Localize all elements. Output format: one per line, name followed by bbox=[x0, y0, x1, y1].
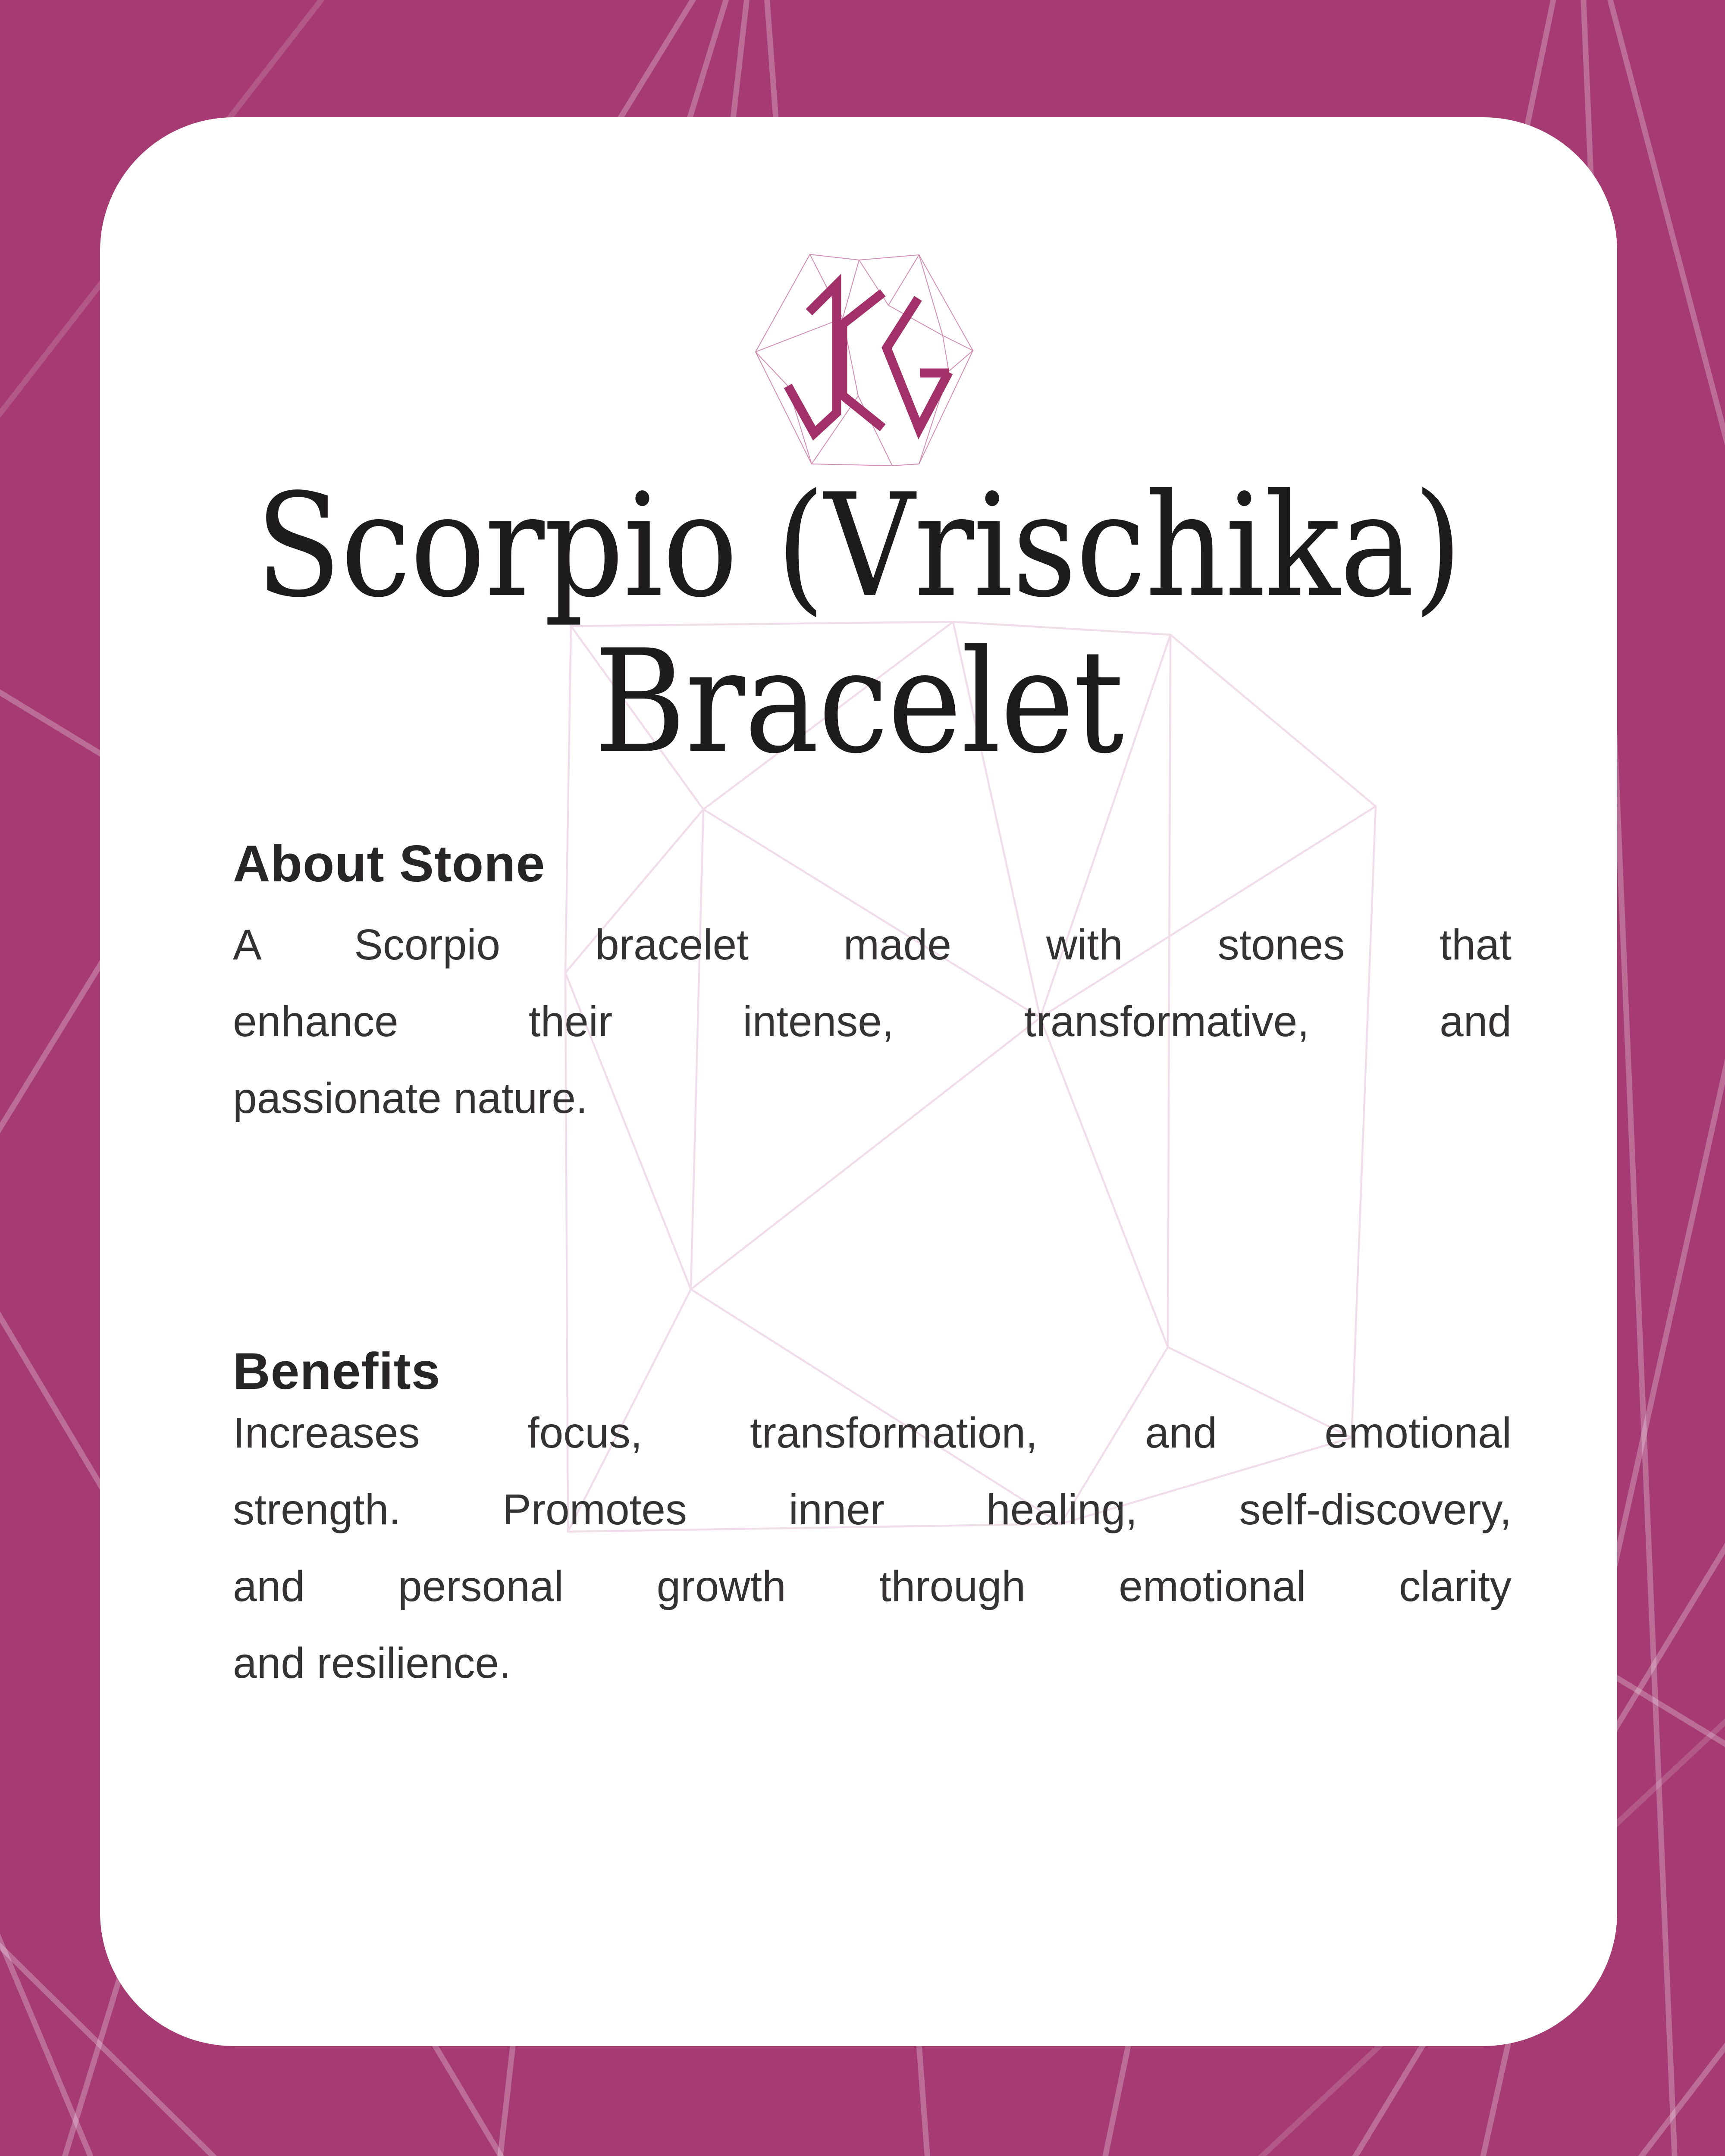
body-line: A Scorpio bracelet made with stones that bbox=[233, 921, 1512, 969]
about-stone-heading: About Stone bbox=[233, 835, 546, 893]
product-title bbox=[191, 463, 1526, 785]
body-line: passionate nature. bbox=[233, 1074, 588, 1122]
body-line: and resilience. bbox=[233, 1639, 511, 1687]
body-line: Increases focus, transformation, and emotional bbox=[233, 1409, 1512, 1457]
benefits-section bbox=[233, 1342, 1512, 1777]
benefits-heading: Benefits bbox=[233, 1342, 441, 1400]
jcg-monogram-icon bbox=[755, 254, 974, 466]
body-line: enhance their intense, transformative, and bbox=[233, 997, 1512, 1046]
about-stone-section bbox=[233, 835, 1512, 1226]
brand-logo bbox=[755, 254, 974, 466]
benefits-body bbox=[233, 1395, 1512, 1702]
card bbox=[100, 117, 1617, 2046]
body-line: and personal growth through emotional clarity bbox=[233, 1562, 1512, 1611]
about-stone-body bbox=[233, 906, 1512, 1137]
body-line: strength. Promotes inner healing, self-discovery, bbox=[233, 1485, 1512, 1534]
title-line-2: Bracelet bbox=[594, 619, 1123, 785]
title-line-1: Scorpio (Vrischika) bbox=[255, 463, 1462, 629]
